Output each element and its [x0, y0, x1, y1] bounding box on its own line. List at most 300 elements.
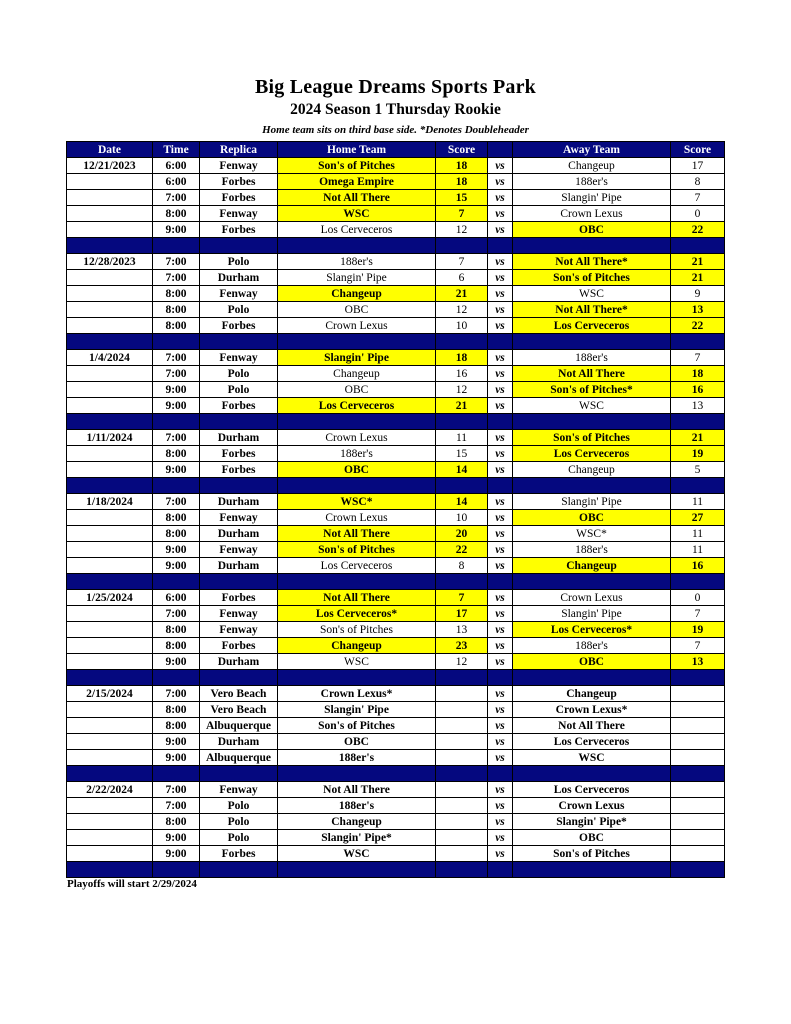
- header-row: [67, 142, 725, 158]
- vs-label: vs: [488, 622, 513, 638]
- separator-cell: [436, 238, 488, 254]
- separator-cell: [436, 414, 488, 430]
- home-team: Son's of Pitches: [278, 622, 436, 638]
- game-row: [67, 318, 725, 334]
- header-replica: Replica: [200, 142, 278, 158]
- game-date: 1/18/2024: [67, 494, 153, 510]
- week-separator-row: [67, 478, 725, 494]
- home-team: Changeup: [278, 814, 436, 830]
- game-time: 9:00: [153, 846, 200, 862]
- away-score: 8: [671, 174, 725, 190]
- game-row: [67, 430, 725, 446]
- game-time: 7:00: [153, 606, 200, 622]
- vs-label: vs: [488, 494, 513, 510]
- game-date: 1/25/2024: [67, 590, 153, 606]
- vs-label: vs: [488, 174, 513, 190]
- game-replica: Durham: [200, 494, 278, 510]
- game-replica: Forbes: [200, 446, 278, 462]
- game-time: 7:00: [153, 190, 200, 206]
- game-time: 7:00: [153, 494, 200, 510]
- vs-label: vs: [488, 606, 513, 622]
- game-time: 8:00: [153, 702, 200, 718]
- away-team: Changeup: [513, 558, 671, 574]
- game-date: [67, 206, 153, 222]
- game-time: 7:00: [153, 254, 200, 270]
- away-score: 19: [671, 622, 725, 638]
- home-team: WSC*: [278, 494, 436, 510]
- game-row: [67, 174, 725, 190]
- separator-cell: [278, 862, 436, 878]
- away-score: [671, 846, 725, 862]
- away-score: 21: [671, 430, 725, 446]
- game-row: [67, 750, 725, 766]
- game-row: [67, 542, 725, 558]
- away-score: 16: [671, 558, 725, 574]
- game-time: 8:00: [153, 318, 200, 334]
- separator-cell: [67, 414, 153, 430]
- game-replica: Fenway: [200, 350, 278, 366]
- vs-label: vs: [488, 158, 513, 174]
- game-date: [67, 814, 153, 830]
- separator-cell: [153, 862, 200, 878]
- away-team: WSC: [513, 398, 671, 414]
- game-replica: Fenway: [200, 286, 278, 302]
- away-score: [671, 718, 725, 734]
- vs-label: vs: [488, 590, 513, 606]
- game-time: 8:00: [153, 622, 200, 638]
- header-time: Time: [153, 142, 200, 158]
- separator-cell: [513, 478, 671, 494]
- game-date: 1/4/2024: [67, 350, 153, 366]
- game-date: [67, 846, 153, 862]
- vs-label: vs: [488, 366, 513, 382]
- separator-cell: [513, 574, 671, 590]
- vs-label: vs: [488, 814, 513, 830]
- game-replica: Forbes: [200, 638, 278, 654]
- game-date: [67, 638, 153, 654]
- separator-cell: [513, 414, 671, 430]
- game-replica: Forbes: [200, 462, 278, 478]
- game-time: 6:00: [153, 158, 200, 174]
- separator-cell: [153, 670, 200, 686]
- home-team: Los Cerveceros: [278, 558, 436, 574]
- home-team: Changeup: [278, 286, 436, 302]
- home-team: Los Cerveceros: [278, 398, 436, 414]
- away-team: OBC: [513, 222, 671, 238]
- home-team: Crown Lexus*: [278, 686, 436, 702]
- home-score: 20: [436, 526, 488, 542]
- home-score: 12: [436, 654, 488, 670]
- home-team: OBC: [278, 734, 436, 750]
- game-replica: Polo: [200, 814, 278, 830]
- away-score: [671, 702, 725, 718]
- game-row: [67, 590, 725, 606]
- game-replica: Durham: [200, 558, 278, 574]
- separator-cell: [488, 670, 513, 686]
- game-time: 8:00: [153, 286, 200, 302]
- home-score: 18: [436, 158, 488, 174]
- game-date: [67, 606, 153, 622]
- away-team: Slangin' Pipe: [513, 606, 671, 622]
- home-team: Son's of Pitches: [278, 718, 436, 734]
- game-row: [67, 606, 725, 622]
- away-team: Changeup: [513, 462, 671, 478]
- vs-label: vs: [488, 782, 513, 798]
- separator-cell: [200, 862, 278, 878]
- away-team: Son's of Pitches: [513, 430, 671, 446]
- separator-cell: [278, 670, 436, 686]
- away-team: Los Cerveceros: [513, 782, 671, 798]
- home-score: 7: [436, 254, 488, 270]
- separator-cell: [67, 862, 153, 878]
- separator-cell: [488, 414, 513, 430]
- game-replica: Durham: [200, 526, 278, 542]
- home-team: Changeup: [278, 366, 436, 382]
- week-separator-row: [67, 414, 725, 430]
- game-time: 6:00: [153, 590, 200, 606]
- home-team: Crown Lexus: [278, 318, 436, 334]
- home-team: 188er's: [278, 798, 436, 814]
- game-row: [67, 798, 725, 814]
- game-replica: Durham: [200, 654, 278, 670]
- vs-label: vs: [488, 254, 513, 270]
- separator-cell: [278, 414, 436, 430]
- home-team: Son's of Pitches: [278, 158, 436, 174]
- schedule-body: [67, 158, 725, 878]
- away-team: Changeup: [513, 686, 671, 702]
- vs-label: vs: [488, 430, 513, 446]
- home-team: Los Cerveceros: [278, 222, 436, 238]
- game-row: [67, 350, 725, 366]
- away-team: Slangin' Pipe: [513, 494, 671, 510]
- home-score: 7: [436, 206, 488, 222]
- week-separator-row: [67, 574, 725, 590]
- home-score: 15: [436, 446, 488, 462]
- schedule-table: [66, 141, 725, 878]
- game-row: [67, 190, 725, 206]
- header-away-score: Score: [671, 142, 725, 158]
- game-replica: Fenway: [200, 782, 278, 798]
- game-date: [67, 542, 153, 558]
- playoffs-note: Playoffs will start 2/29/2024: [67, 878, 197, 890]
- game-row: [67, 222, 725, 238]
- away-team: Not All There: [513, 366, 671, 382]
- vs-label: vs: [488, 638, 513, 654]
- game-time: 8:00: [153, 446, 200, 462]
- game-time: 9:00: [153, 558, 200, 574]
- away-score: 0: [671, 206, 725, 222]
- separator-cell: [278, 766, 436, 782]
- home-team: OBC: [278, 462, 436, 478]
- game-row: [67, 206, 725, 222]
- separator-cell: [67, 766, 153, 782]
- game-time: 7:00: [153, 430, 200, 446]
- away-score: 7: [671, 606, 725, 622]
- separator-cell: [513, 670, 671, 686]
- home-score: 12: [436, 382, 488, 398]
- vs-label: vs: [488, 734, 513, 750]
- home-score: [436, 686, 488, 702]
- home-score: 18: [436, 174, 488, 190]
- vs-label: vs: [488, 542, 513, 558]
- game-row: [67, 446, 725, 462]
- game-time: 9:00: [153, 222, 200, 238]
- game-date: [67, 462, 153, 478]
- separator-cell: [671, 862, 725, 878]
- separator-cell: [153, 478, 200, 494]
- separator-cell: [436, 670, 488, 686]
- separator-cell: [488, 766, 513, 782]
- game-time: 8:00: [153, 302, 200, 318]
- header-home-score: Score: [436, 142, 488, 158]
- separator-cell: [200, 574, 278, 590]
- game-time: 8:00: [153, 718, 200, 734]
- game-time: 9:00: [153, 462, 200, 478]
- separator-cell: [671, 414, 725, 430]
- home-score: [436, 814, 488, 830]
- game-time: 9:00: [153, 734, 200, 750]
- header-away-team: Away Team: [513, 142, 671, 158]
- game-row: [67, 526, 725, 542]
- home-score: 10: [436, 318, 488, 334]
- vs-label: vs: [488, 702, 513, 718]
- vs-label: vs: [488, 382, 513, 398]
- game-replica: Forbes: [200, 398, 278, 414]
- game-replica: Forbes: [200, 174, 278, 190]
- game-row: [67, 654, 725, 670]
- vs-label: vs: [488, 446, 513, 462]
- game-replica: Forbes: [200, 190, 278, 206]
- game-time: 9:00: [153, 750, 200, 766]
- game-replica: Fenway: [200, 158, 278, 174]
- away-score: 22: [671, 222, 725, 238]
- vs-label: vs: [488, 718, 513, 734]
- away-team: Changeup: [513, 158, 671, 174]
- game-date: [67, 174, 153, 190]
- game-replica: Durham: [200, 734, 278, 750]
- game-row: [67, 254, 725, 270]
- game-row: [67, 398, 725, 414]
- vs-label: vs: [488, 510, 513, 526]
- separator-cell: [513, 766, 671, 782]
- game-replica: Durham: [200, 270, 278, 286]
- away-team: Los Cerveceros*: [513, 622, 671, 638]
- home-score: [436, 846, 488, 862]
- home-team: WSC: [278, 206, 436, 222]
- game-replica: Polo: [200, 302, 278, 318]
- week-separator-row: [67, 670, 725, 686]
- away-team: Not All There*: [513, 302, 671, 318]
- separator-cell: [671, 766, 725, 782]
- home-team: OBC: [278, 382, 436, 398]
- separator-cell: [488, 238, 513, 254]
- away-team: Son's of Pitches: [513, 270, 671, 286]
- game-date: [67, 798, 153, 814]
- away-score: 7: [671, 190, 725, 206]
- away-score: 17: [671, 158, 725, 174]
- away-team: WSC*: [513, 526, 671, 542]
- separator-cell: [671, 478, 725, 494]
- home-score: [436, 830, 488, 846]
- game-time: 9:00: [153, 398, 200, 414]
- separator-cell: [513, 238, 671, 254]
- game-date: [67, 510, 153, 526]
- vs-label: vs: [488, 526, 513, 542]
- game-row: [67, 638, 725, 654]
- separator-cell: [436, 334, 488, 350]
- separator-cell: [278, 478, 436, 494]
- game-time: 9:00: [153, 542, 200, 558]
- game-replica: Forbes: [200, 590, 278, 606]
- separator-cell: [200, 238, 278, 254]
- away-score: 21: [671, 254, 725, 270]
- home-team: Not All There: [278, 190, 436, 206]
- home-score: 17: [436, 606, 488, 622]
- vs-label: vs: [488, 558, 513, 574]
- away-team: Not All There: [513, 718, 671, 734]
- away-team: 188er's: [513, 638, 671, 654]
- separator-cell: [278, 334, 436, 350]
- game-time: 7:00: [153, 782, 200, 798]
- home-team: 188er's: [278, 750, 436, 766]
- game-time: 8:00: [153, 814, 200, 830]
- header-date: Date: [67, 142, 153, 158]
- home-score: 18: [436, 350, 488, 366]
- home-team: Omega Empire: [278, 174, 436, 190]
- game-replica: Forbes: [200, 318, 278, 334]
- separator-cell: [200, 670, 278, 686]
- game-date: [67, 270, 153, 286]
- game-row: [67, 302, 725, 318]
- game-replica: Polo: [200, 254, 278, 270]
- game-row: [67, 814, 725, 830]
- away-team: Crown Lexus: [513, 590, 671, 606]
- separator-cell: [153, 574, 200, 590]
- vs-label: vs: [488, 350, 513, 366]
- home-score: 13: [436, 622, 488, 638]
- game-replica: Polo: [200, 382, 278, 398]
- game-date: [67, 718, 153, 734]
- game-time: 9:00: [153, 382, 200, 398]
- game-row: [67, 622, 725, 638]
- game-time: 8:00: [153, 510, 200, 526]
- separator-cell: [200, 414, 278, 430]
- separator-cell: [67, 670, 153, 686]
- home-score: 22: [436, 542, 488, 558]
- home-team: WSC: [278, 654, 436, 670]
- home-score: 14: [436, 462, 488, 478]
- vs-label: vs: [488, 302, 513, 318]
- vs-label: vs: [488, 190, 513, 206]
- separator-cell: [153, 766, 200, 782]
- game-time: 7:00: [153, 350, 200, 366]
- header-vs: [488, 142, 513, 158]
- vs-label: vs: [488, 846, 513, 862]
- game-replica: Polo: [200, 830, 278, 846]
- home-score: [436, 718, 488, 734]
- home-score: 21: [436, 286, 488, 302]
- home-team: Not All There: [278, 782, 436, 798]
- away-score: [671, 798, 725, 814]
- game-date: 12/21/2023: [67, 158, 153, 174]
- game-time: 7:00: [153, 686, 200, 702]
- game-row: [67, 558, 725, 574]
- away-team: 188er's: [513, 542, 671, 558]
- home-team: Not All There: [278, 590, 436, 606]
- home-team: Slangin' Pipe: [278, 270, 436, 286]
- home-score: 14: [436, 494, 488, 510]
- home-team: 188er's: [278, 446, 436, 462]
- header-home-team: Home Team: [278, 142, 436, 158]
- away-score: [671, 830, 725, 846]
- home-team: 188er's: [278, 254, 436, 270]
- home-team: Slangin' Pipe: [278, 350, 436, 366]
- game-date: [67, 286, 153, 302]
- away-score: [671, 750, 725, 766]
- game-time: 9:00: [153, 830, 200, 846]
- separator-cell: [671, 670, 725, 686]
- week-separator-row: [67, 238, 725, 254]
- vs-label: vs: [488, 222, 513, 238]
- separator-cell: [200, 766, 278, 782]
- home-score: [436, 702, 488, 718]
- home-score: 11: [436, 430, 488, 446]
- game-row: [67, 782, 725, 798]
- separator-cell: [153, 238, 200, 254]
- vs-label: vs: [488, 286, 513, 302]
- vs-label: vs: [488, 798, 513, 814]
- vs-label: vs: [488, 398, 513, 414]
- game-date: [67, 558, 153, 574]
- game-replica: Forbes: [200, 222, 278, 238]
- separator-cell: [67, 574, 153, 590]
- away-score: [671, 734, 725, 750]
- page-subtitle: 2024 Season 1 Thursday Rookie: [290, 101, 501, 118]
- separator-cell: [513, 334, 671, 350]
- separator-cell: [488, 334, 513, 350]
- game-time: 6:00: [153, 174, 200, 190]
- game-replica: Fenway: [200, 622, 278, 638]
- game-date: [67, 382, 153, 398]
- vs-label: vs: [488, 270, 513, 286]
- game-row: [67, 734, 725, 750]
- page-title: Big League Dreams Sports Park: [255, 76, 536, 98]
- game-row: [67, 494, 725, 510]
- game-date: [67, 222, 153, 238]
- home-score: [436, 782, 488, 798]
- away-score: 27: [671, 510, 725, 526]
- game-row: [67, 702, 725, 718]
- game-row: [67, 686, 725, 702]
- game-date: [67, 750, 153, 766]
- separator-cell: [671, 238, 725, 254]
- away-score: [671, 814, 725, 830]
- game-time: 7:00: [153, 798, 200, 814]
- game-replica: Vero Beach: [200, 702, 278, 718]
- game-date: [67, 622, 153, 638]
- away-team: Slangin' Pipe: [513, 190, 671, 206]
- away-team: 188er's: [513, 350, 671, 366]
- separator-cell: [67, 238, 153, 254]
- week-separator-row: [67, 862, 725, 878]
- away-team: 188er's: [513, 174, 671, 190]
- away-score: 5: [671, 462, 725, 478]
- away-score: 9: [671, 286, 725, 302]
- separator-cell: [153, 414, 200, 430]
- game-time: 8:00: [153, 638, 200, 654]
- away-team: Los Cerveceros: [513, 318, 671, 334]
- separator-cell: [200, 334, 278, 350]
